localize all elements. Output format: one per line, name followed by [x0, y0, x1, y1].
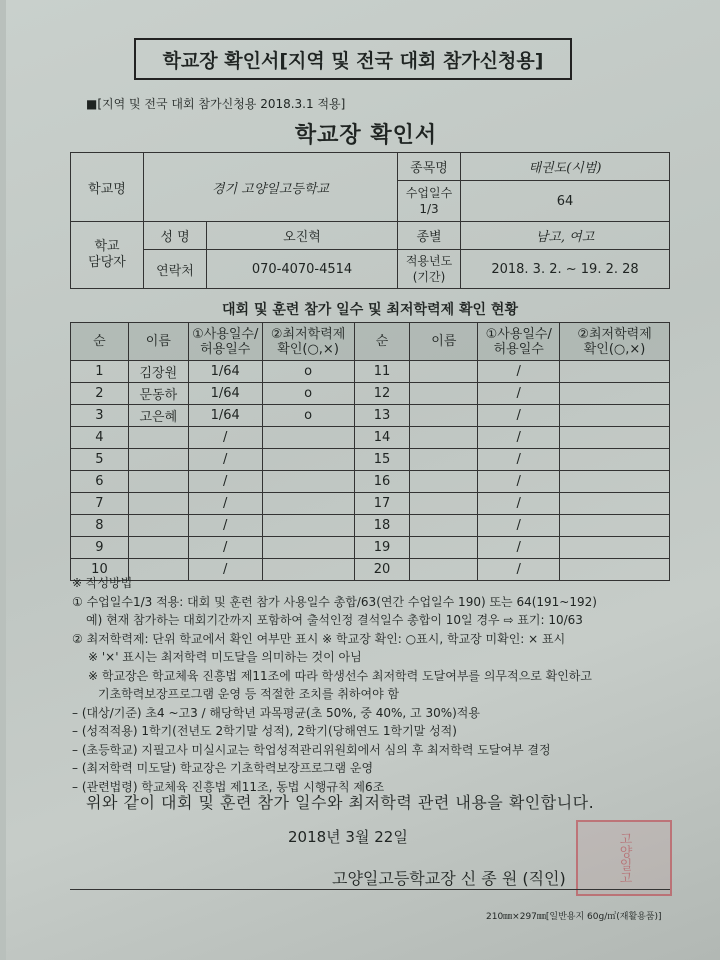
note-line: ※ 학교장은 학교체육 진흥법 제11조에 따라 학생선수 최저학력 도달여부를 의무적으로 확인하고 [88, 668, 592, 683]
table-row: 8 / 18 / [71, 515, 670, 537]
table-row: 7 / 17 / [71, 493, 670, 515]
note-line: ① 수업일수1/3 적용: 대회 및 훈련 참가 사용일수 총합/63(연간 수업일수 190) 또는 64(191~192) [72, 594, 597, 609]
note-line: 예) 현재 참가하는 대회기간까지 포함하여 출석인정 결석일수 총합이 10일 경우 ⇨ 표기: 10/63 [86, 613, 583, 627]
note-line: ※ '×' 표시는 최저학력 미도달을 의미하는 것이 아님 [88, 650, 362, 664]
category-value: 남고, 여고 [461, 222, 670, 250]
table-row: 4 / 14 / [71, 427, 670, 449]
note-line: – (성적적용) 1학기(전년도 2학기말 성적), 2학기(당해연도 1학기말 성적) [72, 724, 457, 738]
bottom-divider [70, 889, 670, 890]
table-row: 5 / 15 / [71, 449, 670, 471]
contact-value: 070-4070-4514 [207, 250, 398, 289]
note-line: ② 최저학력제: 단위 학교에서 확인 여부만 표시 ※ 학교장 확인: ○표시, 학교장 미확인: × 표시 [72, 631, 566, 646]
col-header-name-left: 이름 [128, 323, 188, 361]
label-category: 종별 [398, 222, 461, 250]
school-info-table [70, 152, 670, 289]
school-name-value: 경기 고양일고등학교 [144, 153, 398, 222]
class-days-value: 64 [461, 181, 670, 222]
table-row: 1 김장원 1/64 o 11 / [71, 361, 670, 383]
label-person-name: 성 명 [144, 222, 207, 250]
table-row: 9 / 19 / [71, 537, 670, 559]
col-header-min-right: ②최저학력제 확인(○,×) [560, 323, 670, 361]
label-school-manager: 학교 담당자 [71, 222, 144, 289]
notes-heading: ※ 작성방법 [72, 576, 133, 590]
applicable-year-value: 2018. 3. 2. ~ 19. 2. 28 [461, 250, 670, 289]
table-row: 6 / 16 / [71, 471, 670, 493]
col-header-days-right: ①사용일수/ 허용일수 [478, 323, 560, 361]
table-row: 2 문동하 1/64 o 12 / [71, 383, 670, 405]
document-title: 학교장 확인서 [294, 123, 438, 148]
manager-name-value: 오진혁 [207, 222, 398, 250]
paper-sheet [6, 0, 720, 960]
form-version-note: ■[지역 및 전국 대회 참가신청용 2018.3.1 적용] [86, 97, 346, 111]
event-value: 태권도(시범) [461, 153, 670, 181]
col-header-no-right: 순 [354, 323, 410, 361]
header-title-box: 학교장 확인서[지역 및 전국 대회 참가신청용] [134, 38, 572, 80]
col-header-name-right: 이름 [410, 323, 478, 361]
note-line: – (대상/기준) 초4 ~고3 / 해당학년 과목평균(초 50%, 중 40%, 고 30%)적용 [72, 705, 480, 720]
label-applicable-year: 적용년도 (기간) [398, 250, 461, 289]
confirmation-statement: 위와 같이 대회 및 훈련 참가 일수와 최저학력 관련 내용을 확인합니다. [86, 793, 595, 812]
status-section-title: 대회 및 훈련 참가 일수 및 최저학력제 확인 현황 [70, 295, 670, 323]
principal-signature: 고양일고등학교장 신 종 원 (직인) [332, 869, 566, 888]
label-event: 종목명 [398, 153, 461, 181]
note-line: – (초등학교) 지필고사 미실시교는 학업성적관리위원회에서 심의 후 최저학력 도달여부 결정 [72, 742, 551, 757]
instructions-notes [72, 574, 672, 796]
table-row: 3 고은혜 1/64 o 13 / [71, 405, 670, 427]
col-header-min-left: ②최저학력제 확인(○,×) [262, 323, 354, 361]
col-header-no-left: 순 [71, 323, 129, 361]
label-contact: 연락처 [144, 250, 207, 289]
note-line: – (최저학력 미도달) 학교장은 기초학력보장프로그램 운영 [72, 761, 374, 775]
note-line: 기초학력보장프로그램 운영 등 적절한 조치를 취하여야 함 [98, 687, 400, 701]
official-seal-stamp: 고양일고 [576, 820, 672, 896]
note-line: – (관련법령) 학교체육 진흥법 제11조, 동법 시행규칙 제6조 [72, 779, 385, 794]
paper-spec-note: 210㎜×297㎜[일반용지 60g/㎡(재활용품)] [486, 912, 662, 922]
col-header-days-left: ①사용일수/ 허용일수 [188, 323, 262, 361]
table-row: 10 / 20 / [71, 559, 670, 581]
label-class-days: 수업일수 1/3 [398, 181, 461, 222]
label-school-name: 학교명 [71, 153, 144, 222]
signature-date: 2018년 3월 22일 [288, 828, 408, 846]
roster-table [70, 322, 670, 581]
